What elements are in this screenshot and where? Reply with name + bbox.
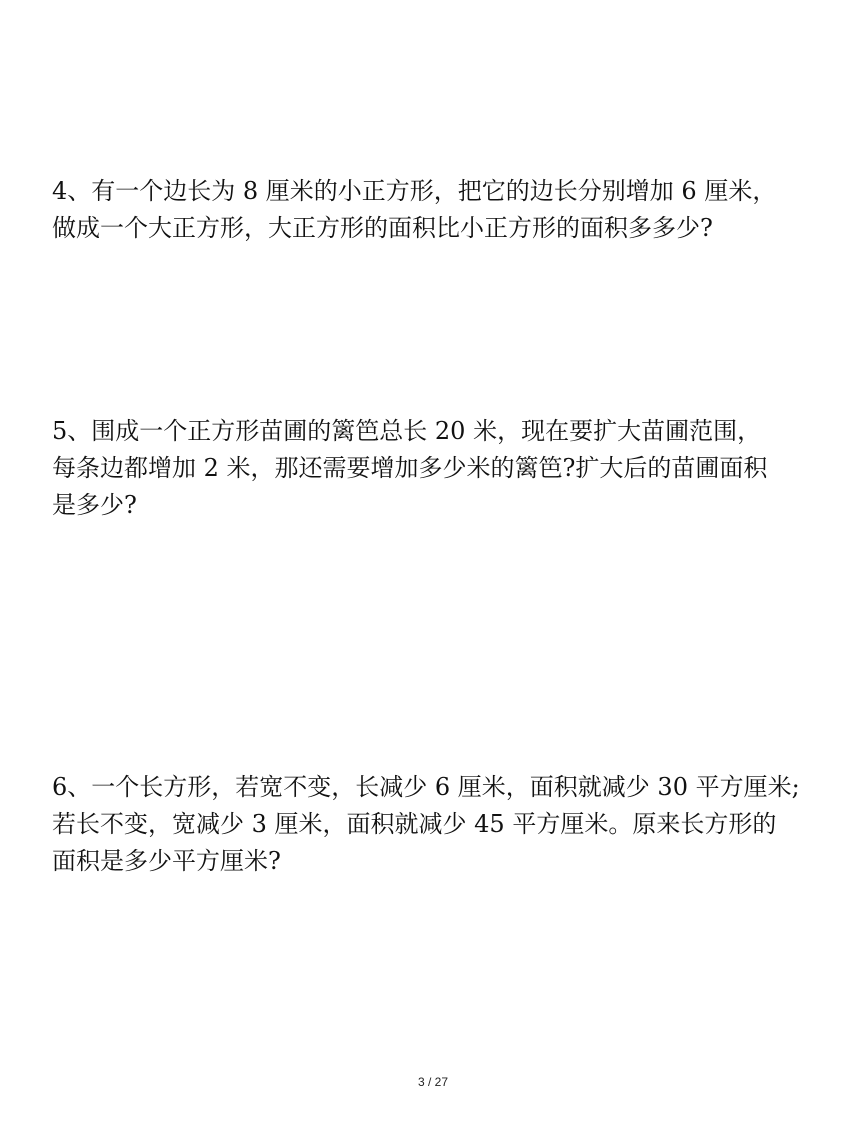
problem-6-line-2: 若长不变，宽减少 3 厘米，面积就减少 45 平方厘米。原来长方形的 — [52, 810, 777, 838]
problem-6-line-3: 面积是多少平方厘米? — [52, 847, 281, 875]
problem-5 — [52, 413, 832, 524]
problem-5-line-3: 是多少? — [52, 491, 137, 519]
problem-4 — [52, 173, 832, 247]
problem-4-line-2: 做成一个大正方形，大正方形的面积比小正方形的面积多多少? — [52, 214, 713, 242]
problem-5-line-1: 5、围成一个正方形苗圃的篱笆总长 20 米，现在要扩大苗圃范围， — [52, 417, 762, 445]
problem-6 — [52, 769, 832, 880]
problem-5-line-2: 每条边都增加 2 米，那还需要增加多少米的篱笆?扩大后的苗圃面积 — [52, 454, 768, 482]
page-number: 3 / 27 — [417, 1075, 449, 1089]
problem-4-line-1: 4、有一个边长为 8 厘米的小正方形，把它的边长分别增加 6 厘米， — [52, 177, 777, 205]
problem-6-line-1: 6、一个长方形，若宽不变，长减少 6 厘米，面积就减少 30 平方厘米; — [52, 773, 800, 801]
